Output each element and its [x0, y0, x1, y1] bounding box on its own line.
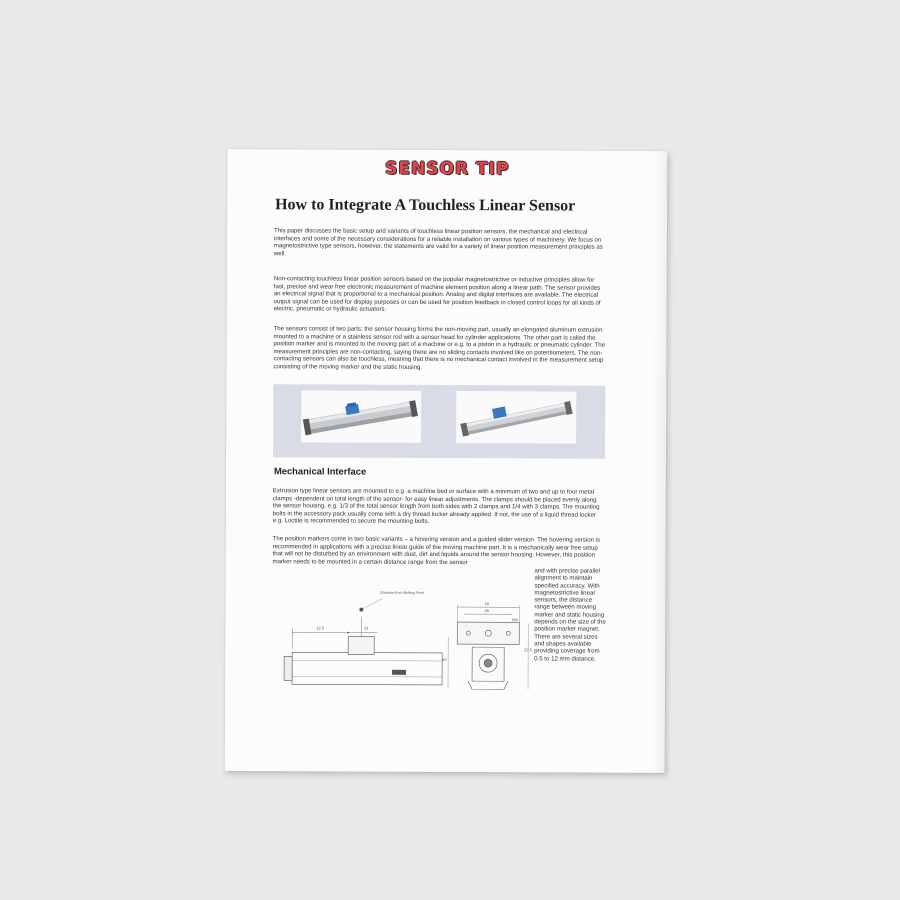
- dimension-label-b: 31: [364, 625, 369, 631]
- dimension-label-e: 40: [442, 656, 447, 663]
- dimension-label-d: 28: [484, 608, 489, 614]
- section-paragraph-2: The position markers come in two basic variants – a hovering version and a guided slider version. The hovering version is recommended in applications with a precise linear guide of the moving machine part. It is a mechanically wear free setup that will not be disturbed by an environment with dust, dirt and liquids around the sensor housing. However, this position marker needs to be mounted in a certain distance range from the sensor: [272, 535, 601, 566]
- intro-paragraph-3: The sensors consist of two parts: the sensor housing forms the non-moving part, usually an elongated aluminum extrusion mounted to a machine or a stainless sensor rod with a sensor head for cylinder applications. The other part is called the position marker and is mounted to the moving part of a machine or e.g. to a piston in a hydraulic or pneumatic cylinder. The measurement principles are non-contacting, saying there are no sliding contacts involved like on potentiometers. The non-contacting sensors can also be touchless, meaning that there is no mechanical contact involved in the measurement setup consisting of the moving marker and the static housing.: [273, 325, 606, 371]
- sensor-photo-right: [456, 391, 576, 444]
- dimension-label-f: 22.5: [524, 647, 532, 653]
- dimension-label-a: 12.5: [316, 625, 325, 631]
- sensor-photo-left: [301, 390, 421, 443]
- technical-drawing: [272, 576, 535, 707]
- document-title: How to Integrate A Touchless Linear Sensor: [275, 196, 576, 215]
- sensor-photo-strip: [273, 384, 605, 458]
- intro-paragraph-2: Non-contacting touchless linear position sensors based on the popular magnetostrictive or inductive principles allow for fast, precise and wear free electronic measurement of machine element position along a linear path. The sensor provides an electrical signal that is proportional to a mechanical position. Analog and digital interfaces are available. The electrical output signal can be used for display purposes or can be used for position feedback in closed control loops for all kinds of electric, pneumatic or hydraulic actuators.: [273, 275, 601, 314]
- callout-label: Distance from Bolting Point: [380, 590, 424, 595]
- dimension-label-g: M4: [512, 617, 518, 623]
- mechanical-interface-heading: Mechanical Interface: [273, 465, 367, 477]
- sensor-tip-logo: SENSOR TIP: [385, 158, 510, 180]
- section-paragraph-1: Extrusion type linear sensors are mounted to e.g. a machine bed or surface with a minimum of two and up to four metal clamps -dependent on total length of the sensor- for easy linear adjustments. The clamps should be placed evenly along the sensor housing, e.g. 1/3 of the total sensor length from both sides with 2 clamps and 1/4 with 3 clamps. The mounting bolts in the accessory pack usually come with a dry thread locker already applied. If not, the use of a liquid thread locker e.g. Loctite is recommended to secure the mounting bolts.: [272, 487, 600, 526]
- document-page: [225, 149, 668, 773]
- dimension-label-c: 18: [484, 601, 489, 607]
- intro-paragraph-1: This paper discusses the basic setup and variants of touchless linear position sensors, the mechanical and electrical interfaces and some of the necessary considerations for a reliable installation on various types of machinery. We focus on magnetostrictive type sensors, however, the statements are valid for a variety of linear position measurement principles as well.: [273, 227, 603, 258]
- side-paragraph: and with precise parallel alignment to maintain specified accuracy. With magnetostrictive linear sensors, the distance range between moving marker and static housing depends on the size of the position marker magnet. There are several sizes and shapes available providing coverage from 0.5 to 12 mm distance.: [534, 567, 606, 663]
